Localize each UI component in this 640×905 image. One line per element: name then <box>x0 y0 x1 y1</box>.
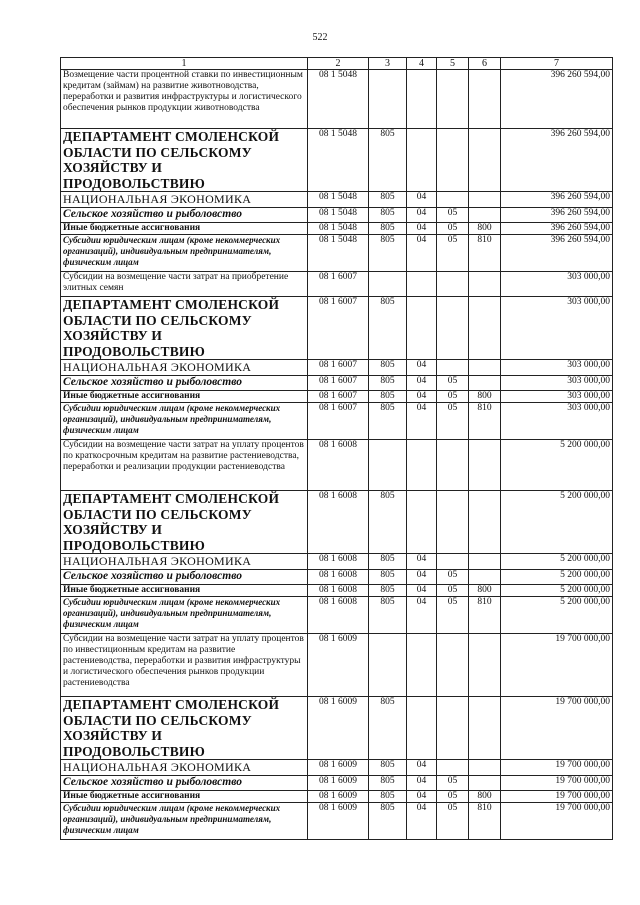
row-grbs: 805 <box>369 208 407 223</box>
col-header-expense-type: 6 <box>469 58 501 70</box>
row-target-code: 08 1 6007 <box>308 376 369 391</box>
row-amount: 396 260 594,00 <box>501 70 613 129</box>
row-expense-type <box>469 360 501 376</box>
row-name: Субсидии юридическим лицам (кроме некоммерческих организаций), индивидуальным предпринимателям, физическим лицам <box>61 803 308 840</box>
page-number: 522 <box>312 32 328 43</box>
row-section: 04 <box>407 235 437 272</box>
row-target-code: 08 1 6008 <box>308 491 369 554</box>
row-target-code: 08 1 6009 <box>308 803 369 840</box>
table-row <box>61 803 613 840</box>
row-subsection: 05 <box>437 570 469 585</box>
row-grbs: 805 <box>369 223 407 235</box>
table-body <box>61 70 613 840</box>
row-amount: 5 200 000,00 <box>501 554 613 570</box>
row-target-code: 08 1 6008 <box>308 585 369 597</box>
row-expense-type <box>469 129 501 192</box>
row-subsection: 05 <box>437 585 469 597</box>
row-name: Возмещение части процентной ставки по инвестиционным кредитам (займам) на развитие животноводства, переработки и развития инфраструктуры и логистического обеспечения рынков продукции животноводства <box>61 70 308 129</box>
row-name: ДЕПАРТАМЕНТ СМОЛЕНСКОЙ ОБЛАСТИ ПО СЕЛЬСКОМУ ХОЗЯЙСТВУ И ПРОДОВОЛЬСТВИЮ <box>61 491 308 554</box>
row-target-code: 08 1 5048 <box>308 192 369 208</box>
table-row <box>61 697 613 760</box>
row-section: 04 <box>407 554 437 570</box>
row-grbs: 805 <box>369 554 407 570</box>
row-target-code: 08 1 5048 <box>308 129 369 192</box>
row-target-code: 08 1 6007 <box>308 403 369 440</box>
row-expense-type <box>469 440 501 491</box>
table-row <box>61 570 613 585</box>
row-target-code: 08 1 6009 <box>308 760 369 776</box>
row-expense-type <box>469 297 501 360</box>
row-section <box>407 697 437 760</box>
row-amount: 19 700 000,00 <box>501 697 613 760</box>
row-section <box>407 634 437 697</box>
row-grbs: 805 <box>369 391 407 403</box>
row-amount: 19 700 000,00 <box>501 634 613 697</box>
row-section: 04 <box>407 791 437 803</box>
row-grbs: 805 <box>369 597 407 634</box>
row-section <box>407 440 437 491</box>
row-subsection <box>437 697 469 760</box>
row-grbs: 805 <box>369 491 407 554</box>
row-section <box>407 272 437 297</box>
table-row <box>61 597 613 634</box>
row-expense-type: 810 <box>469 597 501 634</box>
row-name: ДЕПАРТАМЕНТ СМОЛЕНСКОЙ ОБЛАСТИ ПО СЕЛЬСКОМУ ХОЗЯЙСТВУ И ПРОДОВОЛЬСТВИЮ <box>61 297 308 360</box>
row-grbs: 805 <box>369 570 407 585</box>
row-subsection <box>437 272 469 297</box>
row-grbs: 805 <box>369 697 407 760</box>
row-target-code: 08 1 5048 <box>308 70 369 129</box>
row-section: 04 <box>407 360 437 376</box>
row-subsection <box>437 491 469 554</box>
table-row <box>61 70 613 129</box>
table-row <box>61 272 613 297</box>
row-target-code: 08 1 5048 <box>308 235 369 272</box>
row-expense-type <box>469 554 501 570</box>
budget-table <box>60 57 613 840</box>
row-subsection <box>437 360 469 376</box>
row-subsection <box>437 760 469 776</box>
table-row <box>61 791 613 803</box>
table-row <box>61 208 613 223</box>
table-row <box>61 776 613 791</box>
row-target-code: 08 1 6007 <box>308 391 369 403</box>
row-section <box>407 129 437 192</box>
row-target-code: 08 1 5048 <box>308 223 369 235</box>
row-grbs: 805 <box>369 192 407 208</box>
row-amount: 303 000,00 <box>501 297 613 360</box>
row-expense-type <box>469 192 501 208</box>
table-row <box>61 223 613 235</box>
row-name: Сельское хозяйство и рыболовство <box>61 376 308 391</box>
table-row <box>61 391 613 403</box>
col-header-name: 1 <box>61 58 308 70</box>
row-name: Сельское хозяйство и рыболовство <box>61 776 308 791</box>
row-subsection <box>437 297 469 360</box>
row-name: НАЦИОНАЛЬНАЯ ЭКОНОМИКА <box>61 554 308 570</box>
row-section: 04 <box>407 597 437 634</box>
row-name: Сельское хозяйство и рыболовство <box>61 208 308 223</box>
row-expense-type <box>469 760 501 776</box>
row-grbs: 805 <box>369 360 407 376</box>
row-target-code: 08 1 6007 <box>308 297 369 360</box>
row-grbs <box>369 440 407 491</box>
row-target-code: 08 1 6008 <box>308 554 369 570</box>
row-amount: 19 700 000,00 <box>501 776 613 791</box>
table-row <box>61 376 613 391</box>
row-expense-type: 800 <box>469 585 501 597</box>
header-row <box>61 58 613 70</box>
row-grbs <box>369 634 407 697</box>
row-amount: 5 200 000,00 <box>501 491 613 554</box>
col-header-target-code: 2 <box>308 58 369 70</box>
row-grbs: 805 <box>369 776 407 791</box>
row-amount: 396 260 594,00 <box>501 129 613 192</box>
row-amount: 303 000,00 <box>501 272 613 297</box>
row-section: 04 <box>407 760 437 776</box>
row-amount: 303 000,00 <box>501 376 613 391</box>
row-amount: 5 200 000,00 <box>501 570 613 585</box>
row-target-code: 08 1 6009 <box>308 634 369 697</box>
table-row <box>61 360 613 376</box>
row-expense-type <box>469 376 501 391</box>
row-name: Субсидии на возмещение части затрат на уплату процентов по краткосрочным кредитам на развитие растениеводства, переработки и реализации продукции растениеводства <box>61 440 308 491</box>
row-target-code: 08 1 6008 <box>308 597 369 634</box>
row-grbs: 805 <box>369 803 407 840</box>
table-row <box>61 554 613 570</box>
row-grbs: 805 <box>369 129 407 192</box>
row-name: Субсидии юридическим лицам (кроме некоммерческих организаций), индивидуальным предпринимателям, физическим лицам <box>61 235 308 272</box>
row-amount: 303 000,00 <box>501 403 613 440</box>
table-row <box>61 491 613 554</box>
row-amount: 396 260 594,00 <box>501 235 613 272</box>
table-row <box>61 440 613 491</box>
row-grbs: 805 <box>369 791 407 803</box>
row-name: Сельское хозяйство и рыболовство <box>61 570 308 585</box>
row-grbs: 805 <box>369 297 407 360</box>
row-section: 04 <box>407 208 437 223</box>
row-subsection <box>437 192 469 208</box>
row-subsection <box>437 129 469 192</box>
table-row <box>61 403 613 440</box>
row-amount: 19 700 000,00 <box>501 760 613 776</box>
row-grbs <box>369 272 407 297</box>
row-name: НАЦИОНАЛЬНАЯ ЭКОНОМИКА <box>61 192 308 208</box>
row-section: 04 <box>407 803 437 840</box>
table-row <box>61 297 613 360</box>
row-expense-type <box>469 208 501 223</box>
row-expense-type: 800 <box>469 391 501 403</box>
row-name: ДЕПАРТАМЕНТ СМОЛЕНСКОЙ ОБЛАСТИ ПО СЕЛЬСКОМУ ХОЗЯЙСТВУ И ПРОДОВОЛЬСТВИЮ <box>61 697 308 760</box>
row-target-code: 08 1 6009 <box>308 776 369 791</box>
row-amount: 5 200 000,00 <box>501 597 613 634</box>
row-grbs: 805 <box>369 235 407 272</box>
row-name: Иные бюджетные ассигнования <box>61 391 308 403</box>
row-grbs: 805 <box>369 403 407 440</box>
row-target-code: 08 1 6009 <box>308 697 369 760</box>
row-name: НАЦИОНАЛЬНАЯ ЭКОНОМИКА <box>61 360 308 376</box>
row-expense-type <box>469 70 501 129</box>
row-subsection <box>437 634 469 697</box>
row-name: Субсидии на возмещение части затрат на приобретение элитных семян <box>61 272 308 297</box>
row-expense-type: 810 <box>469 235 501 272</box>
row-section <box>407 491 437 554</box>
row-grbs <box>369 70 407 129</box>
row-expense-type <box>469 570 501 585</box>
row-expense-type <box>469 776 501 791</box>
row-amount: 5 200 000,00 <box>501 440 613 491</box>
row-target-code: 08 1 6008 <box>308 570 369 585</box>
row-section: 04 <box>407 570 437 585</box>
row-grbs: 805 <box>369 376 407 391</box>
row-target-code: 08 1 6008 <box>308 440 369 491</box>
row-subsection <box>437 554 469 570</box>
row-section <box>407 70 437 129</box>
row-name: Субсидии юридическим лицам (кроме некоммерческих организаций), индивидуальным предпринимателям, физическим лицам <box>61 403 308 440</box>
row-name: Субсидии на возмещение части затрат на уплату процентов по инвестиционным кредитам на развитие растениеводства, переработки и развития инфраструктуры и логистического обеспечения рынков продукции растениеводства <box>61 634 308 697</box>
row-section <box>407 297 437 360</box>
row-target-code: 08 1 6007 <box>308 360 369 376</box>
row-section: 04 <box>407 391 437 403</box>
row-subsection: 05 <box>437 208 469 223</box>
row-name: Иные бюджетные ассигнования <box>61 223 308 235</box>
row-grbs: 805 <box>369 585 407 597</box>
row-subsection: 05 <box>437 223 469 235</box>
col-header-grbs: 3 <box>369 58 407 70</box>
row-section: 04 <box>407 585 437 597</box>
row-target-code: 08 1 6007 <box>308 272 369 297</box>
row-expense-type <box>469 272 501 297</box>
row-subsection <box>437 440 469 491</box>
table-row <box>61 192 613 208</box>
table-row <box>61 585 613 597</box>
row-amount: 303 000,00 <box>501 391 613 403</box>
row-amount: 19 700 000,00 <box>501 791 613 803</box>
row-subsection: 05 <box>437 597 469 634</box>
row-subsection: 05 <box>437 391 469 403</box>
row-section: 04 <box>407 223 437 235</box>
row-expense-type: 800 <box>469 791 501 803</box>
row-name: ДЕПАРТАМЕНТ СМОЛЕНСКОЙ ОБЛАСТИ ПО СЕЛЬСКОМУ ХОЗЯЙСТВУ И ПРОДОВОЛЬСТВИЮ <box>61 129 308 192</box>
row-expense-type: 810 <box>469 803 501 840</box>
col-header-subsection: 5 <box>437 58 469 70</box>
row-subsection: 05 <box>437 803 469 840</box>
row-amount: 396 260 594,00 <box>501 208 613 223</box>
row-target-code: 08 1 5048 <box>308 208 369 223</box>
row-subsection: 05 <box>437 235 469 272</box>
row-subsection <box>437 70 469 129</box>
row-name: Иные бюджетные ассигнования <box>61 791 308 803</box>
row-amount: 19 700 000,00 <box>501 803 613 840</box>
row-section: 04 <box>407 776 437 791</box>
row-target-code: 08 1 6009 <box>308 791 369 803</box>
row-name: Иные бюджетные ассигнования <box>61 585 308 597</box>
row-section: 04 <box>407 192 437 208</box>
row-subsection: 05 <box>437 376 469 391</box>
row-subsection: 05 <box>437 403 469 440</box>
row-amount: 396 260 594,00 <box>501 192 613 208</box>
row-subsection: 05 <box>437 791 469 803</box>
row-name: Субсидии юридическим лицам (кроме некоммерческих организаций), индивидуальным предпринимателям, физическим лицам <box>61 597 308 634</box>
row-subsection: 05 <box>437 776 469 791</box>
row-expense-type <box>469 491 501 554</box>
table-row <box>61 129 613 192</box>
row-section: 04 <box>407 403 437 440</box>
row-name: НАЦИОНАЛЬНАЯ ЭКОНОМИКА <box>61 760 308 776</box>
row-grbs: 805 <box>369 760 407 776</box>
col-header-amount: 7 <box>501 58 613 70</box>
row-expense-type <box>469 634 501 697</box>
row-section: 04 <box>407 376 437 391</box>
row-expense-type: 810 <box>469 403 501 440</box>
row-expense-type: 800 <box>469 223 501 235</box>
row-amount: 396 260 594,00 <box>501 223 613 235</box>
table-row <box>61 760 613 776</box>
table-row <box>61 235 613 272</box>
row-expense-type <box>469 697 501 760</box>
col-header-section: 4 <box>407 58 437 70</box>
table-row <box>61 634 613 697</box>
row-amount: 303 000,00 <box>501 360 613 376</box>
row-amount: 5 200 000,00 <box>501 585 613 597</box>
